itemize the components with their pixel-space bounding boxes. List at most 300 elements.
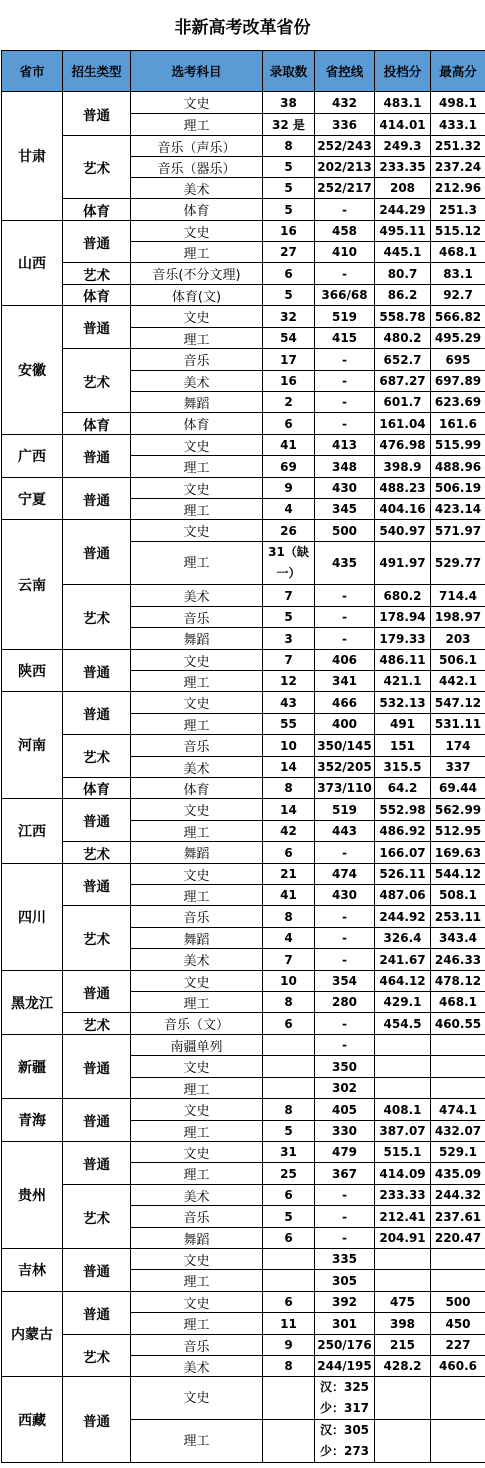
max-score-cell — [431, 1377, 485, 1420]
control-line-cell: - — [315, 842, 375, 864]
admitted-count-cell: 4 — [263, 499, 315, 520]
enroll-type-cell: 普通 — [63, 1099, 131, 1142]
max-score-cell: 450 — [431, 1313, 485, 1335]
table-row — [2, 778, 485, 799]
table-row — [2, 413, 485, 435]
control-line-cell: - — [315, 1228, 375, 1249]
max-score-cell: 212.96 — [431, 178, 485, 199]
control-line-cell: 410 — [315, 242, 375, 263]
admitted-count-cell: 5 — [263, 157, 315, 178]
subject-cell: 舞蹈 — [131, 1228, 263, 1249]
table-row — [2, 221, 485, 242]
max-score-cell: 83.1 — [431, 263, 485, 285]
filing-score-cell — [375, 1377, 431, 1420]
table-row — [2, 478, 485, 499]
admitted-count-cell: 5 — [263, 285, 315, 306]
subject-cell: 音乐 — [131, 607, 263, 628]
subject-cell: 体育 — [131, 413, 263, 435]
filing-score-cell: 483.1 — [375, 92, 431, 114]
province-cell: 甘肃 — [2, 92, 63, 221]
filing-score-cell: 166.07 — [375, 842, 431, 864]
max-score-cell: 251.3 — [431, 199, 485, 221]
table-row — [2, 864, 485, 885]
subject-cell: 文史 — [131, 971, 263, 992]
enroll-type-cell: 艺术 — [63, 906, 131, 971]
admitted-count-cell: 54 — [263, 328, 315, 349]
control-line-cell: 458 — [315, 221, 375, 242]
max-score-cell: 337 — [431, 757, 485, 778]
control-line-cell: - — [315, 392, 375, 413]
admitted-count-cell: 41 — [263, 885, 315, 906]
enroll-type-cell: 普通 — [63, 1035, 131, 1099]
max-score-cell: 237.61 — [431, 1206, 485, 1228]
admitted-count-cell: 27 — [263, 242, 315, 263]
filing-score-cell: 687.27 — [375, 371, 431, 392]
table-row — [2, 1013, 485, 1035]
subject-cell: 音乐 — [131, 1206, 263, 1228]
max-score-cell: 515.12 — [431, 221, 485, 242]
max-score-cell: 495.29 — [431, 328, 485, 349]
col-header-control-line: 省控线 — [315, 51, 375, 92]
filing-score-cell: 652.7 — [375, 349, 431, 371]
admitted-count-cell: 25 — [263, 1163, 315, 1185]
enroll-type-cell: 艺术 — [63, 263, 131, 285]
filing-score-cell: 445.1 — [375, 242, 431, 263]
table-row — [2, 1377, 485, 1420]
control-line-cell: 519 — [315, 306, 375, 328]
table-row — [2, 263, 485, 285]
filing-score-cell: 428.2 — [375, 1356, 431, 1377]
table-row — [2, 92, 485, 114]
enroll-type-cell: 普通 — [63, 520, 131, 585]
filing-score-cell: 244.29 — [375, 199, 431, 221]
filing-score-cell: 532.13 — [375, 692, 431, 714]
subject-cell: 理工 — [131, 499, 263, 520]
filing-score-cell: 241.67 — [375, 949, 431, 971]
table-body — [2, 92, 485, 1463]
control-line-cell: 335 — [315, 1249, 375, 1270]
province-cell: 新疆 — [2, 1035, 63, 1099]
max-score-cell: 220.47 — [431, 1228, 485, 1249]
control-line-cell: 341 — [315, 671, 375, 692]
admitted-count-cell: 5 — [263, 607, 315, 628]
max-score-cell: 562.99 — [431, 799, 485, 821]
control-line-cell: 350/145 — [315, 735, 375, 757]
admitted-count-cell: 11 — [263, 1313, 315, 1335]
subject-cell: 理工 — [131, 542, 263, 585]
control-line-cell: 350 — [315, 1056, 375, 1078]
province-cell: 安徽 — [2, 306, 63, 435]
admitted-count-cell: 6 — [263, 1013, 315, 1035]
control-line-cell: 373/110 — [315, 778, 375, 799]
filing-score-cell: 491 — [375, 714, 431, 735]
max-score-cell: 343.4 — [431, 928, 485, 949]
enroll-type-cell: 普通 — [63, 478, 131, 520]
filing-score-cell: 215 — [375, 1335, 431, 1356]
control-line-cell: 430 — [315, 478, 375, 499]
control-line-cell: - — [315, 1013, 375, 1035]
control-line-cell: 汉：325 少：317 — [315, 1377, 375, 1420]
filing-score-cell: 414.09 — [375, 1163, 431, 1185]
control-line-cell: 202/213 — [315, 157, 375, 178]
filing-score-cell: 558.78 — [375, 306, 431, 328]
control-line-cell: 415 — [315, 328, 375, 349]
filing-score-cell: 326.4 — [375, 928, 431, 949]
filing-score-cell: 464.12 — [375, 971, 431, 992]
table-row — [2, 1249, 485, 1270]
admitted-count-cell: 8 — [263, 1356, 315, 1377]
control-line-cell: 474 — [315, 864, 375, 885]
control-line-cell: - — [315, 371, 375, 392]
admitted-count-cell: 38 — [263, 92, 315, 114]
max-score-cell: 623.69 — [431, 392, 485, 413]
enroll-type-cell: 体育 — [63, 413, 131, 435]
filing-score-cell: 398.9 — [375, 456, 431, 478]
table-row — [2, 1185, 485, 1206]
enroll-type-cell: 艺术 — [63, 1185, 131, 1249]
subject-cell: 音乐 — [131, 349, 263, 371]
subject-cell: 文史 — [131, 478, 263, 499]
subject-cell: 文史 — [131, 92, 263, 114]
max-score-cell: 423.14 — [431, 499, 485, 520]
subject-cell: 音乐 — [131, 1335, 263, 1356]
enroll-type-cell: 普通 — [63, 1292, 131, 1335]
filing-score-cell: 486.92 — [375, 821, 431, 842]
filing-score-cell: 540.97 — [375, 520, 431, 542]
control-line-cell: 392 — [315, 1292, 375, 1313]
max-score-cell: 500 — [431, 1292, 485, 1313]
col-header-province: 省市 — [2, 51, 63, 92]
control-line-cell: 252/217 — [315, 178, 375, 199]
admitted-count-cell: 42 — [263, 821, 315, 842]
admitted-count-cell — [263, 1035, 315, 1056]
max-score-cell: 251.32 — [431, 136, 485, 157]
max-score-cell: 515.99 — [431, 435, 485, 456]
subject-cell: 体育(文) — [131, 285, 263, 306]
max-score-cell: 203 — [431, 628, 485, 650]
max-score-cell — [431, 1420, 485, 1463]
enroll-type-cell: 艺术 — [63, 1335, 131, 1377]
max-score-cell: 92.7 — [431, 285, 485, 306]
subject-cell: 理工 — [131, 821, 263, 842]
subject-cell: 美术 — [131, 757, 263, 778]
subject-cell: 南疆单列 — [131, 1035, 263, 1056]
subject-cell: 理工 — [131, 1121, 263, 1142]
table-row — [2, 799, 485, 821]
admitted-count-cell: 5 — [263, 1121, 315, 1142]
control-line-cell: 250/176 — [315, 1335, 375, 1356]
max-score-cell: 198.97 — [431, 607, 485, 628]
subject-cell: 理工 — [131, 992, 263, 1013]
control-line-cell: 400 — [315, 714, 375, 735]
subject-cell: 文史 — [131, 520, 263, 542]
subject-cell: 文史 — [131, 1056, 263, 1078]
admitted-count-cell: 31 — [263, 1142, 315, 1163]
control-line-cell: 302 — [315, 1078, 375, 1099]
control-line-cell: 366/68 — [315, 285, 375, 306]
subject-cell: 体育 — [131, 199, 263, 221]
admitted-count-cell: 7 — [263, 585, 315, 607]
admitted-count-cell: 3 — [263, 628, 315, 650]
table-row — [2, 306, 485, 328]
enroll-type-cell: 艺术 — [63, 349, 131, 413]
subject-cell: 音乐（器乐） — [131, 157, 263, 178]
filing-score-cell: 552.98 — [375, 799, 431, 821]
filing-score-cell: 179.33 — [375, 628, 431, 650]
admitted-count-cell — [263, 1249, 315, 1270]
subject-cell: 音乐(不分文理) — [131, 263, 263, 285]
max-score-cell: 506.19 — [431, 478, 485, 499]
header-row — [2, 51, 485, 92]
subject-cell: 理工 — [131, 242, 263, 263]
col-header-enroll-type: 招生类型 — [63, 51, 131, 92]
admitted-count-cell: 55 — [263, 714, 315, 735]
max-score-cell — [431, 1249, 485, 1270]
subject-cell: 理工 — [131, 671, 263, 692]
admitted-count-cell: 16 — [263, 371, 315, 392]
filing-score-cell: 315.5 — [375, 757, 431, 778]
control-line-cell: - — [315, 906, 375, 928]
filing-score-cell — [375, 1056, 431, 1078]
control-line-cell: - — [315, 628, 375, 650]
control-line-cell: - — [315, 1035, 375, 1056]
admitted-count-cell: 5 — [263, 199, 315, 221]
subject-cell: 理工 — [131, 114, 263, 136]
max-score-cell: 468.1 — [431, 992, 485, 1013]
admitted-count-cell: 8 — [263, 136, 315, 157]
filing-score-cell: 64.2 — [375, 778, 431, 799]
admitted-count-cell: 5 — [263, 178, 315, 199]
admitted-count-cell: 8 — [263, 906, 315, 928]
filing-score-cell: 475 — [375, 1292, 431, 1313]
filing-score-cell: 233.35 — [375, 157, 431, 178]
control-line-cell: 352/205 — [315, 757, 375, 778]
enroll-type-cell: 普通 — [63, 1249, 131, 1292]
control-line-cell: 500 — [315, 520, 375, 542]
max-score-cell: 529.77 — [431, 542, 485, 585]
enroll-type-cell: 艺术 — [63, 585, 131, 650]
table-row — [2, 435, 485, 456]
subject-cell: 理工 — [131, 1270, 263, 1292]
province-cell: 山西 — [2, 221, 63, 306]
filing-score-cell: 495.11 — [375, 221, 431, 242]
enroll-type-cell: 普通 — [63, 92, 131, 136]
filing-score-cell — [375, 1249, 431, 1270]
admitted-count-cell: 12 — [263, 671, 315, 692]
max-score-cell: 227 — [431, 1335, 485, 1356]
control-line-cell: 244/195 — [315, 1356, 375, 1377]
max-score-cell — [431, 1270, 485, 1292]
admitted-count-cell: 7 — [263, 949, 315, 971]
subject-cell: 美术 — [131, 1185, 263, 1206]
filing-score-cell: 398 — [375, 1313, 431, 1335]
control-line-cell: 479 — [315, 1142, 375, 1163]
filing-score-cell: 249.3 — [375, 136, 431, 157]
max-score-cell: 69.44 — [431, 778, 485, 799]
subject-cell: 美术 — [131, 1356, 263, 1377]
filing-score-cell — [375, 1420, 431, 1463]
admitted-count-cell: 6 — [263, 1228, 315, 1249]
table-row — [2, 1035, 485, 1056]
subject-cell: 文史 — [131, 1377, 263, 1420]
max-score-cell: 498.1 — [431, 92, 485, 114]
control-line-cell: 280 — [315, 992, 375, 1013]
control-line-cell: 405 — [315, 1099, 375, 1121]
table-row — [2, 1292, 485, 1313]
filing-score-cell: 244.92 — [375, 906, 431, 928]
control-line-cell: 430 — [315, 885, 375, 906]
filing-score-cell: 487.06 — [375, 885, 431, 906]
table-row — [2, 136, 485, 157]
admitted-count-cell: 41 — [263, 435, 315, 456]
table-row — [2, 585, 485, 607]
col-header-admitted-count: 录取数 — [263, 51, 315, 92]
table-row — [2, 520, 485, 542]
max-score-cell: 468.1 — [431, 242, 485, 263]
admitted-count-cell: 17 — [263, 349, 315, 371]
subject-cell: 体育 — [131, 778, 263, 799]
max-score-cell: 435.09 — [431, 1163, 485, 1185]
subject-cell: 文史 — [131, 221, 263, 242]
filing-score-cell: 476.98 — [375, 435, 431, 456]
filing-score-cell: 233.33 — [375, 1185, 431, 1206]
filing-score-cell: 80.7 — [375, 263, 431, 285]
max-score-cell: 531.11 — [431, 714, 485, 735]
filing-score-cell: 515.1 — [375, 1142, 431, 1163]
max-score-cell — [431, 1056, 485, 1078]
admitted-count-cell: 43 — [263, 692, 315, 714]
admitted-count-cell: 9 — [263, 1335, 315, 1356]
max-score-cell: 253.11 — [431, 906, 485, 928]
province-cell: 西藏 — [2, 1377, 63, 1463]
table-row — [2, 735, 485, 757]
province-cell: 黑龙江 — [2, 971, 63, 1035]
admitted-count-cell: 26 — [263, 520, 315, 542]
filing-score-cell: 212.41 — [375, 1206, 431, 1228]
province-cell: 陕西 — [2, 650, 63, 692]
enroll-type-cell: 体育 — [63, 778, 131, 799]
table-row — [2, 650, 485, 671]
table-row — [2, 692, 485, 714]
subject-cell: 文史 — [131, 435, 263, 456]
admitted-count-cell: 6 — [263, 1292, 315, 1313]
subject-cell: 美术 — [131, 371, 263, 392]
max-score-cell: 512.95 — [431, 821, 485, 842]
province-cell: 四川 — [2, 864, 63, 971]
table-row — [2, 285, 485, 306]
max-score-cell: 697.89 — [431, 371, 485, 392]
filing-score-cell: 208 — [375, 178, 431, 199]
max-score-cell: 695 — [431, 349, 485, 371]
control-line-cell: 301 — [315, 1313, 375, 1335]
admitted-count-cell: 21 — [263, 864, 315, 885]
enroll-type-cell: 普通 — [63, 692, 131, 735]
enroll-type-cell: 普通 — [63, 1377, 131, 1463]
control-line-cell: - — [315, 349, 375, 371]
enroll-type-cell: 普通 — [63, 221, 131, 263]
col-header-subject: 选考科目 — [131, 51, 263, 92]
province-cell: 河南 — [2, 692, 63, 799]
enroll-type-cell: 普通 — [63, 650, 131, 692]
admitted-count-cell: 16 — [263, 221, 315, 242]
province-cell: 青海 — [2, 1099, 63, 1142]
province-cell: 宁夏 — [2, 478, 63, 520]
control-line-cell: 367 — [315, 1163, 375, 1185]
subject-cell: 理工 — [131, 456, 263, 478]
control-line-cell: - — [315, 263, 375, 285]
admitted-count-cell — [263, 1056, 315, 1078]
max-score-cell: 460.6 — [431, 1356, 485, 1377]
enroll-type-cell: 普通 — [63, 864, 131, 906]
col-header-max-score: 最高分 — [431, 51, 485, 92]
subject-cell: 理工 — [131, 1313, 263, 1335]
max-score-cell: 547.12 — [431, 692, 485, 714]
control-line-cell: 336 — [315, 114, 375, 136]
admitted-count-cell: 14 — [263, 799, 315, 821]
admitted-count-cell: 8 — [263, 1099, 315, 1121]
table-row — [2, 906, 485, 928]
subject-cell: 理工 — [131, 714, 263, 735]
subject-cell: 文史 — [131, 1142, 263, 1163]
max-score-cell: 246.33 — [431, 949, 485, 971]
subject-cell: 理工 — [131, 1163, 263, 1185]
subject-cell: 舞蹈 — [131, 392, 263, 413]
filing-score-cell: 86.2 — [375, 285, 431, 306]
admitted-count-cell: 9 — [263, 478, 315, 499]
table-row — [2, 1099, 485, 1121]
subject-cell: 理工 — [131, 885, 263, 906]
control-line-cell: 466 — [315, 692, 375, 714]
max-score-cell — [431, 1078, 485, 1099]
admitted-count-cell: 6 — [263, 413, 315, 435]
enroll-type-cell: 普通 — [63, 799, 131, 842]
enroll-type-cell: 艺术 — [63, 136, 131, 199]
admitted-count-cell: 32 是 — [263, 114, 315, 136]
max-score-cell — [431, 1035, 485, 1056]
subject-cell: 舞蹈 — [131, 928, 263, 949]
max-score-cell: 506.1 — [431, 650, 485, 671]
filing-score-cell: 480.2 — [375, 328, 431, 349]
admitted-count-cell: 14 — [263, 757, 315, 778]
table-row — [2, 971, 485, 992]
filing-score-cell: 491.97 — [375, 542, 431, 585]
control-line-cell: - — [315, 1206, 375, 1228]
max-score-cell: 442.1 — [431, 671, 485, 692]
control-line-cell: - — [315, 585, 375, 607]
subject-cell: 文史 — [131, 306, 263, 328]
province-cell: 吉林 — [2, 1249, 63, 1292]
admitted-count-cell: 8 — [263, 778, 315, 799]
control-line-cell: 406 — [315, 650, 375, 671]
admitted-count-cell: 6 — [263, 1185, 315, 1206]
subject-cell: 音乐（文） — [131, 1013, 263, 1035]
enroll-type-cell: 普通 — [63, 306, 131, 349]
max-score-cell: 460.55 — [431, 1013, 485, 1035]
admitted-count-cell — [263, 1270, 315, 1292]
province-cell: 贵州 — [2, 1142, 63, 1249]
filing-score-cell: 178.94 — [375, 607, 431, 628]
max-score-cell: 488.96 — [431, 456, 485, 478]
province-cell: 内蒙古 — [2, 1292, 63, 1377]
filing-score-cell — [375, 1078, 431, 1099]
admitted-count-cell: 69 — [263, 456, 315, 478]
max-score-cell: 714.4 — [431, 585, 485, 607]
control-line-cell: 413 — [315, 435, 375, 456]
control-line-cell: - — [315, 199, 375, 221]
admitted-count-cell: 2 — [263, 392, 315, 413]
subject-cell: 理工 — [131, 1078, 263, 1099]
max-score-cell: 244.32 — [431, 1185, 485, 1206]
